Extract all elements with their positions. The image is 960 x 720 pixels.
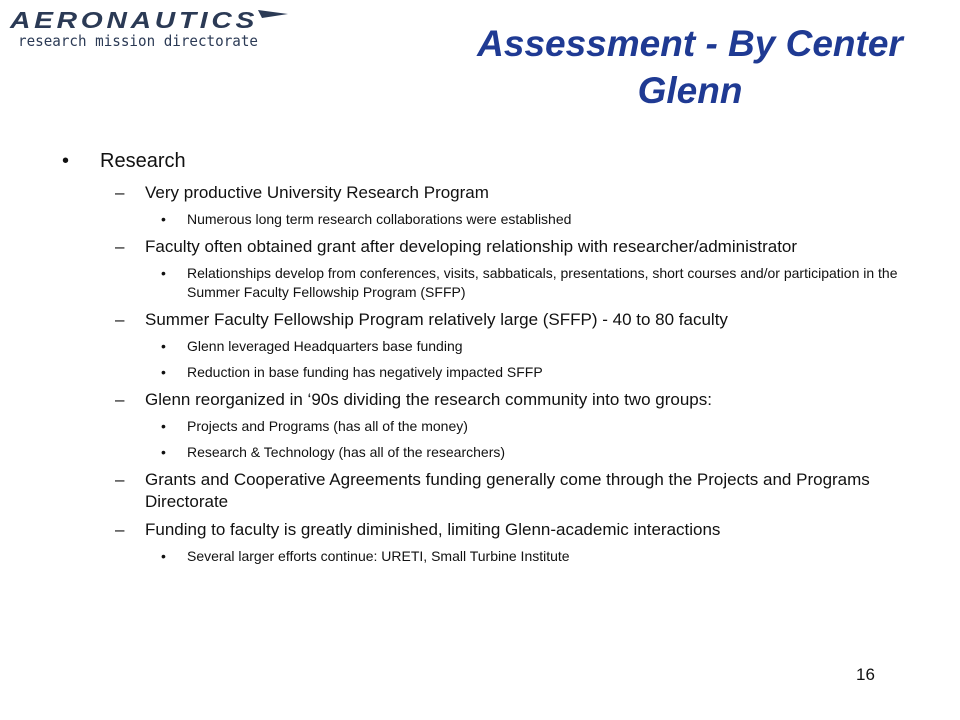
bullet-marker: •: [62, 150, 70, 172]
sub-bullet: [62, 389, 902, 411]
detail-bullet: [62, 337, 902, 356]
bullet-marker: •: [161, 364, 166, 380]
sub-bullet: [62, 236, 902, 258]
dash-marker: –: [115, 310, 125, 329]
aeronautics-logo: [6, 4, 296, 52]
detail-bullet-text: Glenn leveraged Headquarters base funding: [187, 338, 463, 354]
dash-marker: –: [115, 470, 125, 489]
bullet-research-text: Research: [100, 150, 186, 172]
detail-bullet-text: Numerous long term research collaborations were established: [187, 211, 572, 227]
dash-marker: –: [115, 183, 125, 202]
detail-bullet-text: Relationships develop from conferences, visits, sabbaticals, presentations, short courses and/or participation in the Summer Faculty Fellowship Program (SFFP): [187, 265, 898, 300]
sub-bullet-text: Funding to faculty is greatly diminished, limiting Glenn-academic interactions: [145, 520, 721, 539]
detail-bullet: [62, 547, 902, 566]
dash-marker: –: [115, 520, 125, 539]
page-number: 16: [856, 665, 875, 684]
dash-marker: –: [115, 390, 125, 409]
detail-bullet-text: Several larger efforts continue: URETI, Small Turbine Institute: [187, 548, 570, 564]
bullet-marker: •: [161, 444, 166, 460]
slide-title-line2: Glenn: [637, 70, 743, 111]
bullet-marker: •: [161, 548, 166, 564]
bullet-marker: •: [161, 418, 166, 434]
detail-bullet-text: Research & Technology (has all of the researchers): [187, 444, 506, 460]
logo-wordmark: AERONAUTICS: [8, 7, 259, 33]
bullet-marker: •: [161, 265, 166, 281]
detail-bullet-text: Reduction in base funding has negatively impacted SFFP: [187, 364, 543, 380]
dash-marker: –: [115, 237, 125, 256]
sub-bullet: [62, 309, 902, 331]
bullet-marker: •: [161, 338, 166, 354]
sub-bullet-text: Very productive University Research Program: [145, 183, 489, 202]
sub-bullet-text: Summer Faculty Fellowship Program relatively large (SFFP) - 40 to 80 faculty: [145, 310, 728, 329]
bullet-research: [62, 148, 902, 174]
sub-bullet-text: Glenn reorganized in ‘90s dividing the research community into two groups:: [145, 390, 712, 409]
sub-bullet: [62, 519, 902, 541]
detail-bullet: [62, 443, 902, 462]
sub-bullet: [62, 182, 902, 204]
sub-bullet-text: Grants and Cooperative Agreements funding generally come through the Projects and Programs Directorate: [145, 470, 870, 511]
detail-bullet: [62, 363, 902, 382]
sub-bullet-text: Faculty often obtained grant after developing relationship with researcher/administrator: [145, 237, 798, 256]
detail-bullet: [62, 417, 902, 436]
detail-bullet: [62, 264, 902, 302]
bullet-list: [62, 148, 902, 573]
logo-tagline: research mission directorate: [18, 32, 258, 50]
bullet-marker: •: [161, 211, 166, 227]
detail-bullet-text: Projects and Programs (has all of the money): [187, 418, 468, 434]
slide-title: [430, 20, 950, 114]
logo-swoosh-icon: [258, 10, 288, 18]
sub-bullet: [62, 469, 902, 513]
detail-bullet: [62, 210, 902, 229]
slide-title-line1: Assessment - By Center: [477, 23, 903, 64]
